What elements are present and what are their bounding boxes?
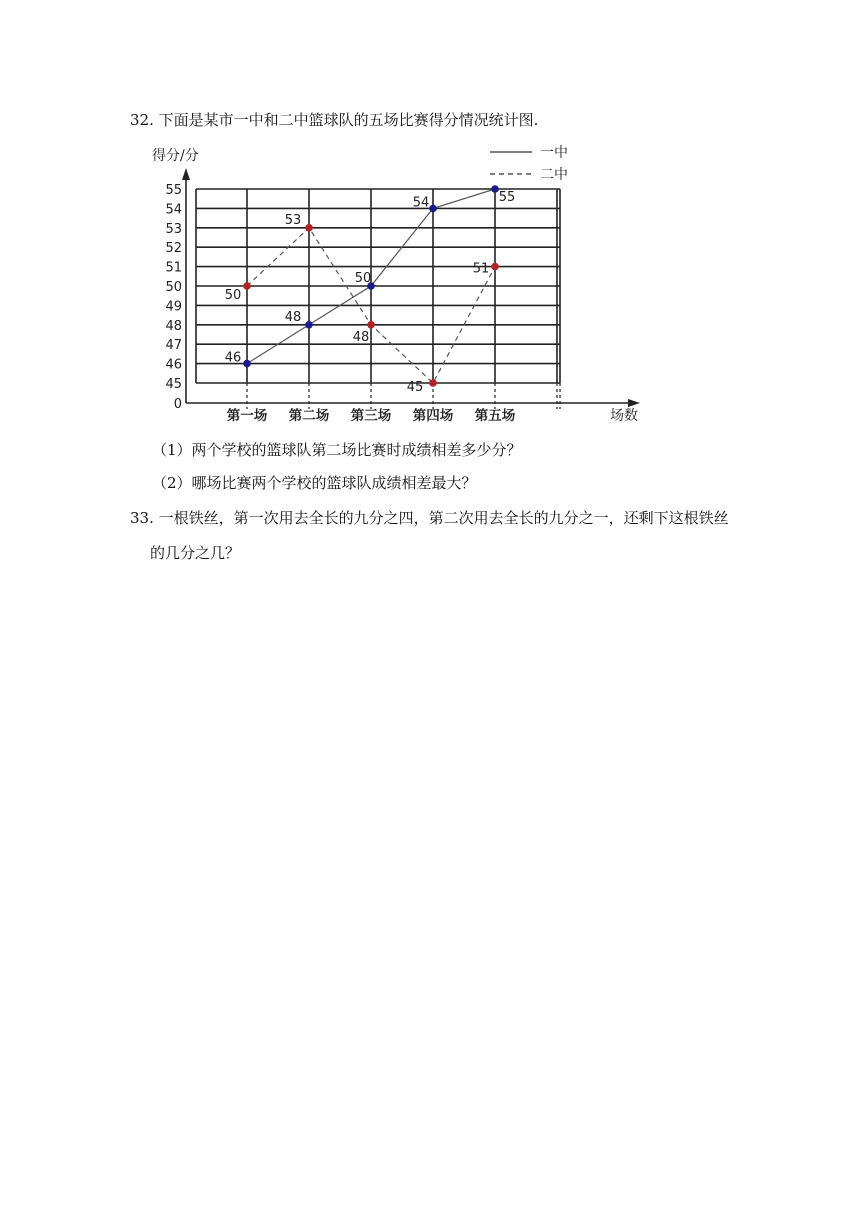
legend-label: 二中 — [540, 167, 568, 183]
data-label: 46 — [224, 350, 242, 366]
data-point — [367, 321, 375, 329]
score-line-chart — [148, 140, 648, 430]
x-category-label: 第四场 — [412, 408, 454, 424]
x-axis-arrow — [628, 399, 640, 407]
y-axis-label: 得分/分 — [152, 148, 199, 164]
y-tick-label: 50 — [165, 280, 182, 295]
data-label: 51 — [472, 261, 490, 277]
y-tick-label: 51 — [165, 260, 182, 276]
y-tick-label: 52 — [165, 241, 182, 257]
question-32-sub2: （2）哪场比赛两个学校的篮球队成绩相差最大？ — [152, 474, 477, 492]
question-text: 下面是某市一中和二中篮球队的五场比赛得分情况统计图. — [158, 111, 539, 129]
question-number: 32. — [130, 111, 154, 129]
chart-svg — [148, 140, 648, 430]
data-label: 50 — [354, 271, 372, 286]
y-tick-label: 46 — [165, 357, 182, 373]
x-axis-label: 场数 — [610, 408, 638, 424]
question-32 — [130, 110, 538, 130]
x-category-label: 第五场 — [474, 408, 516, 424]
legend-label: 一中 — [540, 145, 568, 161]
question-33-line2: 的几分之几？ — [150, 544, 241, 562]
question-32-sub1: （1）两个学校的篮球队第二场比赛时成绩相差多少分？ — [152, 441, 522, 459]
data-label: 50 — [224, 288, 242, 303]
y-tick-label: 55 — [165, 183, 182, 198]
data-point — [305, 224, 313, 232]
x-category-label: 第三场 — [350, 408, 392, 424]
data-label: 54 — [412, 195, 430, 211]
y-tick-label: 48 — [165, 318, 182, 334]
y-tick-label: 47 — [165, 338, 182, 354]
x-category-label: 第一场 — [226, 408, 268, 424]
y-axis-arrow — [182, 168, 190, 180]
y-tick-label: 0 — [173, 397, 182, 412]
question-text-line1: 一根铁丝，第一次用去全长的九分之四，第二次用去全长的九分之一，还剩下这根铁丝 — [158, 509, 729, 527]
y-tick-label: 49 — [165, 299, 182, 315]
x-category-label: 第二场 — [288, 408, 330, 424]
data-label: 45 — [406, 380, 424, 395]
question-33 — [130, 508, 729, 528]
data-point — [491, 263, 499, 271]
data-label: 55 — [498, 190, 516, 205]
data-label: 48 — [284, 309, 302, 325]
data-label: 48 — [352, 329, 370, 345]
question-number: 33. — [130, 509, 154, 527]
data-point — [243, 360, 251, 368]
data-point — [243, 282, 251, 290]
y-tick-label: 53 — [165, 221, 182, 237]
data-point — [429, 205, 437, 213]
data-label: 53 — [284, 212, 302, 228]
data-point — [305, 321, 313, 329]
data-point — [429, 379, 437, 387]
y-tick-label: 45 — [165, 377, 182, 392]
data-point — [491, 185, 499, 193]
y-tick-label: 54 — [165, 202, 182, 218]
